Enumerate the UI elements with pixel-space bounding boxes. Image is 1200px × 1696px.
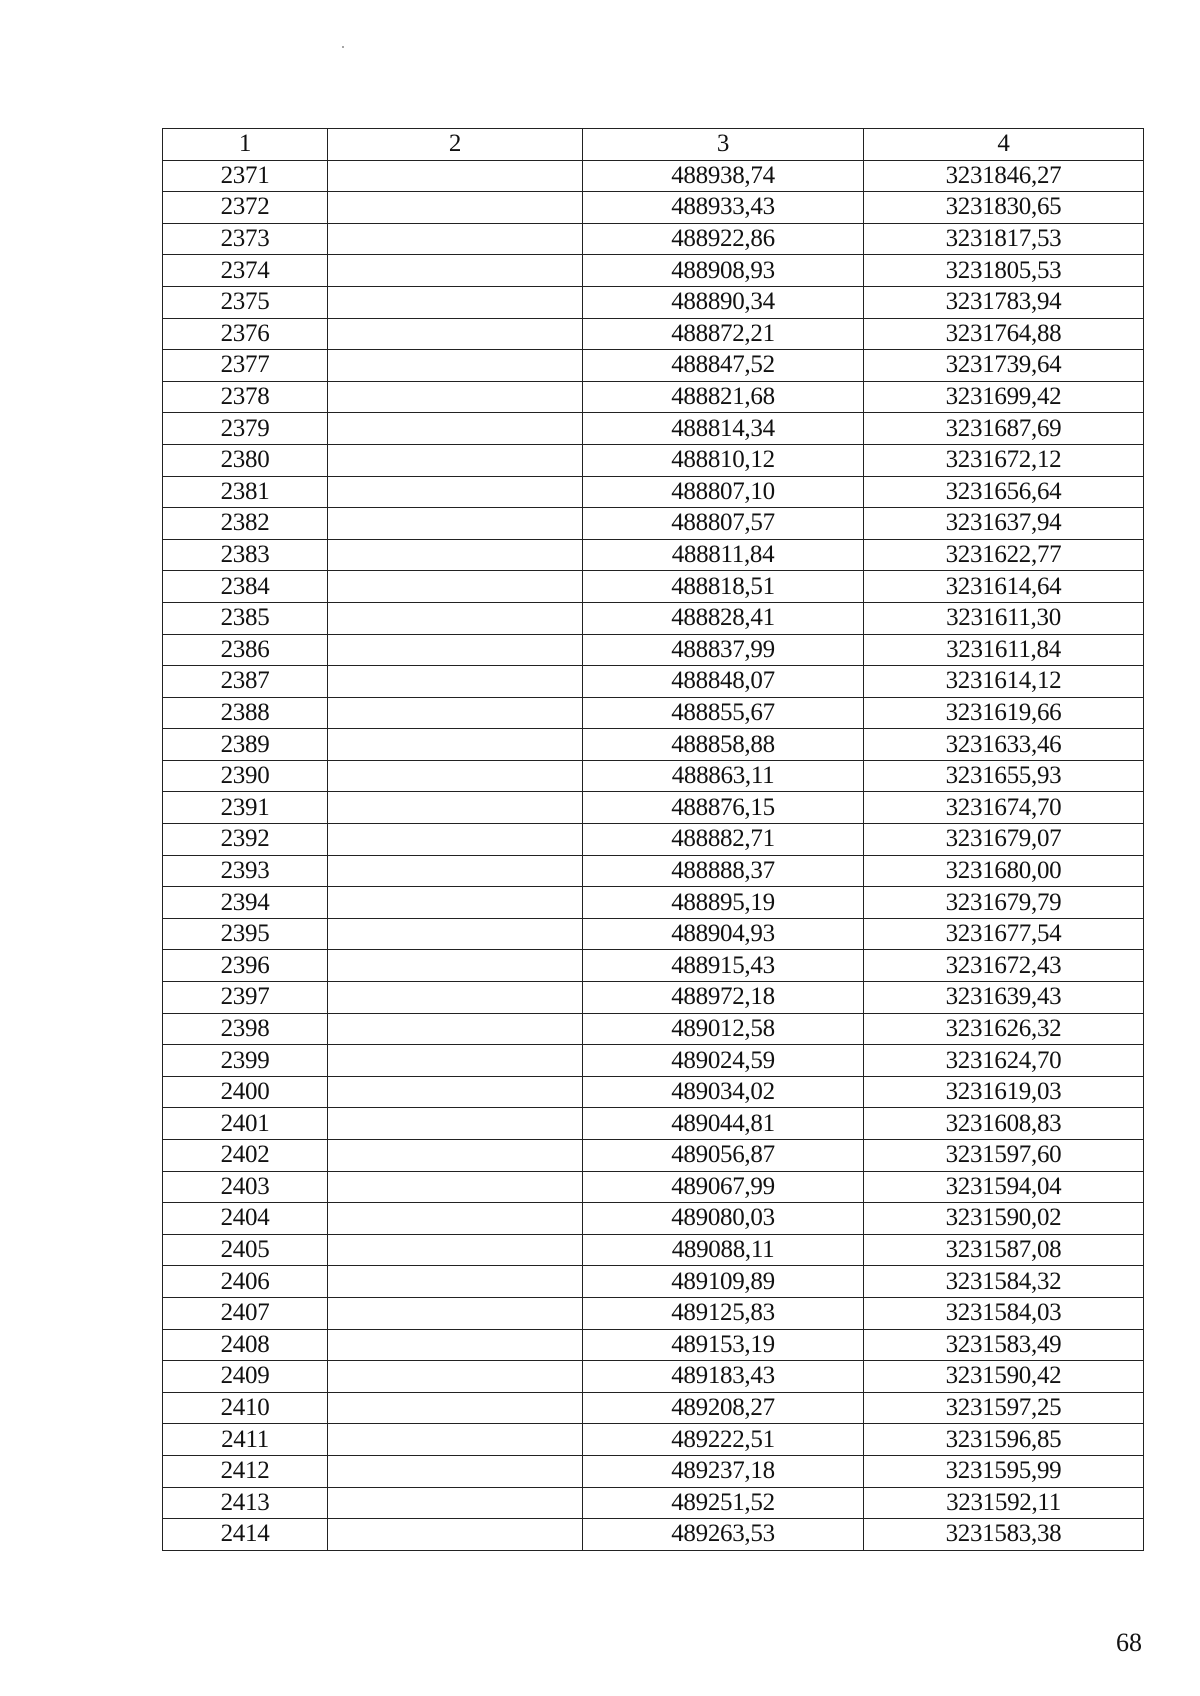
y-coordinate-cell: 3231817,53: [864, 223, 1144, 255]
point-number-cell: 2372: [163, 192, 328, 224]
column-2-cell: [328, 760, 583, 792]
table-row: [163, 634, 1144, 666]
x-coordinate-cell: 488847,52: [583, 350, 864, 382]
point-number-cell: 2395: [163, 918, 328, 950]
table-row: [163, 666, 1144, 698]
x-coordinate-cell: 488821,68: [583, 381, 864, 413]
table-row: [163, 1076, 1144, 1108]
column-2-cell: [328, 824, 583, 856]
point-number-cell: 2411: [163, 1424, 328, 1456]
point-number-cell: 2396: [163, 950, 328, 982]
x-coordinate-cell: 488895,19: [583, 887, 864, 919]
y-coordinate-cell: 3231655,93: [864, 760, 1144, 792]
point-number-cell: 2391: [163, 792, 328, 824]
point-number-cell: 2414: [163, 1519, 328, 1551]
point-number-cell: 2404: [163, 1203, 328, 1235]
table-row: [163, 982, 1144, 1014]
table-row: [163, 918, 1144, 950]
point-number-cell: 2408: [163, 1329, 328, 1361]
y-coordinate-cell: 3231619,03: [864, 1076, 1144, 1108]
column-2-cell: [328, 982, 583, 1014]
column-2-cell: [328, 350, 583, 382]
point-number-cell: 2401: [163, 1108, 328, 1140]
point-number-cell: 2407: [163, 1297, 328, 1329]
y-coordinate-cell: 3231611,84: [864, 634, 1144, 666]
y-coordinate-cell: 3231583,38: [864, 1519, 1144, 1551]
column-2-cell: [328, 729, 583, 761]
page-number: 68: [1116, 1628, 1142, 1657]
column-2-cell: [328, 413, 583, 445]
table-row: [163, 1045, 1144, 1077]
point-number-cell: 2409: [163, 1361, 328, 1393]
column-2-cell: [328, 855, 583, 887]
point-number-cell: 2378: [163, 381, 328, 413]
table-row: [163, 1392, 1144, 1424]
y-coordinate-cell: 3231590,42: [864, 1361, 1144, 1393]
column-2-cell: [328, 602, 583, 634]
column-2-cell: [328, 1329, 583, 1361]
column-2-cell: [328, 666, 583, 698]
table-row: [163, 729, 1144, 761]
x-coordinate-cell: 488872,21: [583, 318, 864, 350]
column-2-cell: [328, 1013, 583, 1045]
table-header-row: [163, 129, 1144, 161]
y-coordinate-cell: 3231584,03: [864, 1297, 1144, 1329]
y-coordinate-cell: 3231764,88: [864, 318, 1144, 350]
column-2-cell: [328, 160, 583, 192]
x-coordinate-cell: 489237,18: [583, 1455, 864, 1487]
table-row: [163, 1203, 1144, 1235]
y-coordinate-cell: 3231626,32: [864, 1013, 1144, 1045]
y-coordinate-cell: 3231830,65: [864, 192, 1144, 224]
table-row: [163, 1171, 1144, 1203]
table-row: [163, 192, 1144, 224]
y-coordinate-cell: 3231633,46: [864, 729, 1144, 761]
scan-speck: [342, 46, 344, 48]
x-coordinate-cell: 489044,81: [583, 1108, 864, 1140]
column-2-cell: [328, 1361, 583, 1393]
x-coordinate-cell: 488888,37: [583, 855, 864, 887]
y-coordinate-cell: 3231587,08: [864, 1234, 1144, 1266]
y-coordinate-cell: 3231597,25: [864, 1392, 1144, 1424]
table-row: [163, 381, 1144, 413]
point-number-cell: 2381: [163, 476, 328, 508]
column-2-cell: [328, 918, 583, 950]
x-coordinate-cell: 488858,88: [583, 729, 864, 761]
table-row: [163, 1108, 1144, 1140]
column-2-cell: [328, 1171, 583, 1203]
y-coordinate-cell: 3231583,49: [864, 1329, 1144, 1361]
point-number-cell: 2405: [163, 1234, 328, 1266]
x-coordinate-cell: 488876,15: [583, 792, 864, 824]
x-coordinate-cell: 489067,99: [583, 1171, 864, 1203]
x-coordinate-cell: 489080,03: [583, 1203, 864, 1235]
point-number-cell: 2397: [163, 982, 328, 1014]
table-row: [163, 824, 1144, 856]
x-coordinate-cell: 489088,11: [583, 1234, 864, 1266]
column-2-cell: [328, 1487, 583, 1519]
x-coordinate-cell: 489056,87: [583, 1140, 864, 1172]
x-coordinate-cell: 488890,34: [583, 286, 864, 318]
table-row: [163, 887, 1144, 919]
column-2-cell: [328, 950, 583, 982]
y-coordinate-cell: 3231596,85: [864, 1424, 1144, 1456]
point-number-cell: 2383: [163, 539, 328, 571]
table-row: [163, 223, 1144, 255]
table-row: [163, 1234, 1144, 1266]
column-2-cell: [328, 1297, 583, 1329]
point-number-cell: 2399: [163, 1045, 328, 1077]
x-coordinate-cell: 488807,10: [583, 476, 864, 508]
point-number-cell: 2387: [163, 666, 328, 698]
y-coordinate-cell: 3231622,77: [864, 539, 1144, 571]
table-row: [163, 1361, 1144, 1393]
x-coordinate-cell: 488933,43: [583, 192, 864, 224]
column-2-cell: [328, 1392, 583, 1424]
y-coordinate-cell: 3231805,53: [864, 255, 1144, 287]
column-2-cell: [328, 476, 583, 508]
y-coordinate-cell: 3231624,70: [864, 1045, 1144, 1077]
point-number-cell: 2375: [163, 286, 328, 318]
point-number-cell: 2392: [163, 824, 328, 856]
table-row: [163, 1297, 1144, 1329]
y-coordinate-cell: 3231699,42: [864, 381, 1144, 413]
y-coordinate-cell: 3231656,64: [864, 476, 1144, 508]
table-row: [163, 1329, 1144, 1361]
x-coordinate-cell: 488807,57: [583, 508, 864, 540]
table-row: [163, 160, 1144, 192]
table-row: [163, 1140, 1144, 1172]
y-coordinate-cell: 3231590,02: [864, 1203, 1144, 1235]
column-2-cell: [328, 1234, 583, 1266]
point-number-cell: 2377: [163, 350, 328, 382]
column-2-cell: [328, 887, 583, 919]
point-number-cell: 2373: [163, 223, 328, 255]
point-number-cell: 2374: [163, 255, 328, 287]
x-coordinate-cell: 488837,99: [583, 634, 864, 666]
column-2-cell: [328, 697, 583, 729]
table-row: [163, 350, 1144, 382]
point-number-cell: 2413: [163, 1487, 328, 1519]
table-row: [163, 760, 1144, 792]
x-coordinate-cell: 488908,93: [583, 255, 864, 287]
y-coordinate-cell: 3231592,11: [864, 1487, 1144, 1519]
column-2-cell: [328, 381, 583, 413]
column-2-cell: [328, 792, 583, 824]
x-coordinate-cell: 488904,93: [583, 918, 864, 950]
column-2-cell: [328, 444, 583, 476]
coordinates-table: [162, 128, 1144, 1551]
column-2-cell: [328, 539, 583, 571]
y-coordinate-cell: 3231739,64: [864, 350, 1144, 382]
x-coordinate-cell: 488882,71: [583, 824, 864, 856]
table-row: [163, 255, 1144, 287]
y-coordinate-cell: 3231637,94: [864, 508, 1144, 540]
table-row: [163, 855, 1144, 887]
table-row: [163, 508, 1144, 540]
table-row: [163, 792, 1144, 824]
point-number-cell: 2380: [163, 444, 328, 476]
point-number-cell: 2389: [163, 729, 328, 761]
x-coordinate-cell: 488863,11: [583, 760, 864, 792]
point-number-cell: 2406: [163, 1266, 328, 1298]
point-number-cell: 2393: [163, 855, 328, 887]
point-number-cell: 2400: [163, 1076, 328, 1108]
column-2-cell: [328, 286, 583, 318]
y-coordinate-cell: 3231846,27: [864, 160, 1144, 192]
y-coordinate-cell: 3231595,99: [864, 1455, 1144, 1487]
table-row: [163, 1487, 1144, 1519]
y-coordinate-cell: 3231783,94: [864, 286, 1144, 318]
x-coordinate-cell: 488915,43: [583, 950, 864, 982]
y-coordinate-cell: 3231680,00: [864, 855, 1144, 887]
y-coordinate-cell: 3231597,60: [864, 1140, 1144, 1172]
y-coordinate-cell: 3231687,69: [864, 413, 1144, 445]
x-coordinate-cell: 489109,89: [583, 1266, 864, 1298]
table-row: [163, 444, 1144, 476]
point-number-cell: 2412: [163, 1455, 328, 1487]
table-row: [163, 1519, 1144, 1551]
column-2-cell: [328, 1203, 583, 1235]
x-coordinate-cell: 488818,51: [583, 571, 864, 603]
column-2-cell: [328, 1076, 583, 1108]
column-2-cell: [328, 318, 583, 350]
table-row: [163, 1266, 1144, 1298]
column-2-cell: [328, 571, 583, 603]
table-row: [163, 1455, 1144, 1487]
table-row: [163, 697, 1144, 729]
x-coordinate-cell: 489208,27: [583, 1392, 864, 1424]
column-header-4: 4: [864, 129, 1144, 161]
point-number-cell: 2379: [163, 413, 328, 445]
x-coordinate-cell: 488938,74: [583, 160, 864, 192]
table-row: [163, 539, 1144, 571]
column-2-cell: [328, 1266, 583, 1298]
point-number-cell: 2376: [163, 318, 328, 350]
table-row: [163, 1013, 1144, 1045]
x-coordinate-cell: 488855,67: [583, 697, 864, 729]
table-row: [163, 571, 1144, 603]
table-row: [163, 1424, 1144, 1456]
column-2-cell: [328, 192, 583, 224]
table-row: [163, 476, 1144, 508]
x-coordinate-cell: 488811,84: [583, 539, 864, 571]
x-coordinate-cell: 489125,83: [583, 1297, 864, 1329]
x-coordinate-cell: 488972,18: [583, 982, 864, 1014]
column-2-cell: [328, 255, 583, 287]
table-row: [163, 286, 1144, 318]
x-coordinate-cell: 488828,41: [583, 602, 864, 634]
x-coordinate-cell: 488814,34: [583, 413, 864, 445]
x-coordinate-cell: 489034,02: [583, 1076, 864, 1108]
y-coordinate-cell: 3231614,64: [864, 571, 1144, 603]
column-2-cell: [328, 1519, 583, 1551]
table-row: [163, 602, 1144, 634]
x-coordinate-cell: 488810,12: [583, 444, 864, 476]
x-coordinate-cell: 488922,86: [583, 223, 864, 255]
point-number-cell: 2410: [163, 1392, 328, 1424]
table-body: [163, 160, 1144, 1550]
x-coordinate-cell: 489183,43: [583, 1361, 864, 1393]
x-coordinate-cell: 489024,59: [583, 1045, 864, 1077]
y-coordinate-cell: 3231677,54: [864, 918, 1144, 950]
y-coordinate-cell: 3231611,30: [864, 602, 1144, 634]
y-coordinate-cell: 3231679,07: [864, 824, 1144, 856]
x-coordinate-cell: 489012,58: [583, 1013, 864, 1045]
point-number-cell: 2394: [163, 887, 328, 919]
y-coordinate-cell: 3231594,04: [864, 1171, 1144, 1203]
column-2-cell: [328, 1045, 583, 1077]
y-coordinate-cell: 3231672,12: [864, 444, 1144, 476]
column-header-2: 2: [328, 129, 583, 161]
y-coordinate-cell: 3231679,79: [864, 887, 1144, 919]
point-number-cell: 2382: [163, 508, 328, 540]
column-2-cell: [328, 508, 583, 540]
point-number-cell: 2402: [163, 1140, 328, 1172]
y-coordinate-cell: 3231584,32: [864, 1266, 1144, 1298]
table-row: [163, 950, 1144, 982]
column-2-cell: [328, 1455, 583, 1487]
column-2-cell: [328, 223, 583, 255]
column-2-cell: [328, 634, 583, 666]
y-coordinate-cell: 3231674,70: [864, 792, 1144, 824]
point-number-cell: 2403: [163, 1171, 328, 1203]
y-coordinate-cell: 3231608,83: [864, 1108, 1144, 1140]
x-coordinate-cell: 489153,19: [583, 1329, 864, 1361]
column-header-3: 3: [583, 129, 864, 161]
y-coordinate-cell: 3231639,43: [864, 982, 1144, 1014]
y-coordinate-cell: 3231672,43: [864, 950, 1144, 982]
x-coordinate-cell: 489263,53: [583, 1519, 864, 1551]
point-number-cell: 2390: [163, 760, 328, 792]
point-number-cell: 2386: [163, 634, 328, 666]
x-coordinate-cell: 489222,51: [583, 1424, 864, 1456]
table-row: [163, 318, 1144, 350]
x-coordinate-cell: 489251,52: [583, 1487, 864, 1519]
x-coordinate-cell: 488848,07: [583, 666, 864, 698]
point-number-cell: 2385: [163, 602, 328, 634]
y-coordinate-cell: 3231619,66: [864, 697, 1144, 729]
point-number-cell: 2371: [163, 160, 328, 192]
column-2-cell: [328, 1108, 583, 1140]
table-row: [163, 413, 1144, 445]
column-2-cell: [328, 1424, 583, 1456]
column-2-cell: [328, 1140, 583, 1172]
y-coordinate-cell: 3231614,12: [864, 666, 1144, 698]
point-number-cell: 2398: [163, 1013, 328, 1045]
point-number-cell: 2384: [163, 571, 328, 603]
column-header-1: 1: [163, 129, 328, 161]
point-number-cell: 2388: [163, 697, 328, 729]
